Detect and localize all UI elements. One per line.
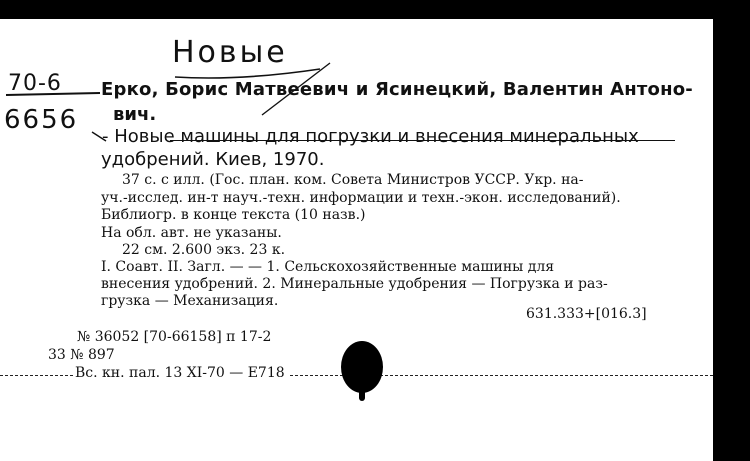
- author-heading-line-2: вич.: [113, 104, 157, 125]
- handwritten-note-new: Новые: [172, 35, 288, 70]
- registry-line-1: № 36052 [70-66158] п 17-2: [77, 329, 272, 345]
- card-punch-hole: [341, 341, 383, 393]
- registry-line-3: Вс. кн. пал. 13 XI-70 — E718: [75, 365, 289, 381]
- notes-line-1: На обл. авт. не указаны.: [101, 225, 282, 241]
- title-underline: [170, 140, 675, 141]
- handwritten-call-number-2: 6656: [4, 105, 79, 135]
- tracings-line-2: внесения удобрений. 2. Минеральные удобрения — Погрузка и раз-: [101, 276, 608, 292]
- title-line-1: - Новые машины для погрузки и внесения минеральных: [102, 126, 639, 147]
- description-line-2: уч.-исслед. ин-т науч.-техн. информации и техн.-экон. исследований).: [101, 190, 621, 206]
- catalog-card: [0, 19, 713, 461]
- description-line-3: Библиогр. в конце текста (10 назв.): [101, 207, 366, 223]
- card-punch-hole-tail: [359, 387, 365, 401]
- registry-line-2: 33 № 897: [48, 347, 115, 363]
- handwritten-call-number-1: 70-6: [8, 71, 62, 96]
- title-line-2: удобрений. Киев, 1970.: [101, 149, 325, 170]
- notes-line-2: 22 см. 2.600 экз. 23 к.: [122, 242, 286, 258]
- udc-classification: 631.333+[016.3]: [526, 306, 647, 322]
- author-heading-line-1: Ерко, Борис Матвеевич и Ясинецкий, Валентин Антоно-: [101, 79, 693, 100]
- tracings-line-3: грузка — Механизация.: [101, 293, 279, 309]
- description-line-1: 37 с. с илл. (Гос. план. ком. Совета Министров УССР. Укр. на-: [122, 172, 584, 188]
- tracings-line-1: I. Соавт. II. Загл. — — 1. Сельскохозяйственные машины для: [101, 259, 555, 275]
